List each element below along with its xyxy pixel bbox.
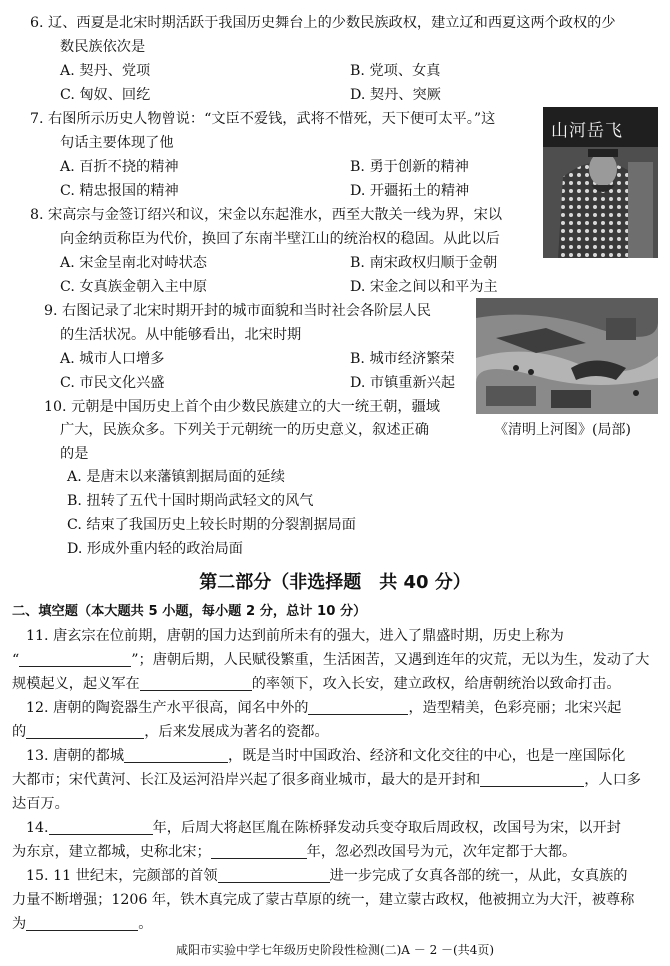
q10-stem-line1: 10. 元朝是中国历史上首个由少数民族建立的大一统王朝，疆域 <box>44 399 440 415</box>
q9-stem-line2: 的生活状况。从中能够看出，北宋时期 <box>60 327 302 343</box>
q9-option-a: A. 城市人口增多 <box>60 351 165 367</box>
q13-blank-2[interactable] <box>480 771 584 787</box>
q15-blank-2[interactable] <box>26 915 138 931</box>
q11-blank-2[interactable] <box>140 675 252 691</box>
q6-option-b: B. 党项、女真 <box>350 63 441 79</box>
q11-line2: “ ”；唐朝后期，人民赋役繁重，生活困苦，又遇到连年的灾荒，无以为生，发动了大 <box>12 652 650 668</box>
q14-blank-2[interactable] <box>211 843 307 859</box>
q10-stem-line2: 广大，民族众多。下列关于元朝统一的历史意义，叙述正确 <box>60 422 429 438</box>
q7-portrait-figure <box>543 107 658 258</box>
q7-stem-line1: 7. 右图所示历史人物曾说：“文臣不爱钱，武将不惜死，天下便可太平。”这 <box>30 111 496 127</box>
q11-line1: 11. 唐玄宗在位前期，唐朝的国力达到前所未有的强大，进入了鼎盛时期，历史上称为 <box>26 628 564 644</box>
q6-option-c: C. 匈奴、回纥 <box>60 87 151 103</box>
q9-painting-caption: 《清明上河图》(局部) <box>494 422 631 438</box>
q12-line1: 12. 唐朝的陶瓷器生产水平很高，闻名中外的 ，造型精美，色彩亮丽；北宋兴起 <box>26 700 622 716</box>
q10-option-d: D. 形成外重内轻的政治局面 <box>67 541 243 557</box>
q7-option-b: B. 勇于创新的精神 <box>350 159 469 175</box>
painting-illustration <box>476 298 658 414</box>
q13-line3: 达百万。 <box>12 796 69 812</box>
q13-line1: 13. 唐朝的都城 ，既是当时中国政治、经济和文化交往的中心，也是一座国际化 <box>26 748 626 764</box>
q12-line2: 的 ，后来发展成为著名的瓷都。 <box>12 724 329 740</box>
q9-stem-line1: 9. 右图记录了北宋时期开封的城市面貌和当时社会各阶层人民 <box>44 303 431 319</box>
q14-line2: 为东京，建立都城，史称北宋； 年，忽必烈改国号为元，次年定都于大都。 <box>12 844 577 860</box>
q15-blank-1[interactable] <box>218 867 330 883</box>
q11-blank-1[interactable] <box>19 651 131 667</box>
q10-option-c: C. 结束了我国历史上较长时期的分裂割据局面 <box>67 517 356 533</box>
q11-line3: 规模起义，起义军在 的率领下，攻入长安，建立政权，给唐朝统治以致命打击。 <box>12 676 621 692</box>
q9-option-d: D. 市镇重新兴起 <box>350 375 456 391</box>
q10-option-b: B. 扭转了五代十国时期尚武轻文的风气 <box>67 493 314 509</box>
q8-option-c: C. 女真族金朝入主中原 <box>60 279 208 295</box>
fill-section-heading: 二、填空题（本大题共 5 小题，每小题 2 分，总计 10 分） <box>12 604 367 619</box>
q6-option-d: D. 契丹、突厥 <box>350 87 441 103</box>
q12-blank-1[interactable] <box>308 699 408 715</box>
q8-option-b: B. 南宋政权归顺于金朝 <box>350 255 498 271</box>
q9-option-b: B. 城市经济繁荣 <box>350 351 455 367</box>
q6-stem-line1: 6. 辽、西夏是北宋时期活跃于我国历史舞台上的少数民族政权，建立辽和西夏这两个政权的少 <box>30 15 616 31</box>
q13-blank-1[interactable] <box>124 747 228 763</box>
q8-option-a: A. 宋金呈南北对峙状态 <box>60 255 207 271</box>
q10-stem-line3: 的是 <box>60 446 89 462</box>
q7-option-a: A. 百折不挠的精神 <box>60 159 179 175</box>
q15-line1: 15. 11 世纪末，完颜部的首领 进一步完成了女真各部的统一，从此，女真族的 <box>26 868 628 884</box>
q7-option-c: C. 精忠报国的精神 <box>60 183 179 199</box>
q6-stem-line2: 数民族依次是 <box>60 39 146 55</box>
figure-calligraphy-title: 山河岳飞 <box>551 121 623 141</box>
q7-stem-line2: 句话主要体现了他 <box>60 135 174 151</box>
q8-stem-line1: 8. 宋高宗与金签订绍兴和议，宋金以东起淮水，西至大散关一线为界，宋以 <box>30 207 503 223</box>
q8-stem-line2: 向金纳贡称臣为代价，换回了东南半壁江山的统治权的稳固。从此以后 <box>60 231 500 247</box>
q15-line3: 为 。 <box>12 916 153 932</box>
q8-option-d: D. 宋金之间以和平为主 <box>350 279 498 295</box>
q15-line2: 力量不断增强；1206 年，铁木真完成了蒙古草原的统一，建立蒙古政权，他被拥立为大汗，被尊称 <box>12 892 635 908</box>
q9-option-c: C. 市民文化兴盛 <box>60 375 165 391</box>
q10-option-a: A. 是唐末以来藩镇割据局面的延续 <box>67 469 285 485</box>
q14-blank-1[interactable] <box>49 819 153 835</box>
q13-line2: 大都市；宋代黄河、长江及运河沿岸兴起了很多商业城市，最大的是开封和 ，人口多 <box>12 772 641 788</box>
q9-painting-figure <box>476 298 658 414</box>
q6-option-a: A. 契丹、党项 <box>60 63 151 79</box>
q7-option-d: D. 开疆拓土的精神 <box>350 183 470 199</box>
part-two-title: 第二部分（非选择题 共 40 分） <box>199 572 471 593</box>
q14-line1: 14. 年，后周大将赵匡胤在陈桥驿发动兵变夺取后周政权，改国号为宋，以开封 <box>26 820 621 836</box>
page-footer: 咸阳市实验中学七年级历史阶段性检测(二)A － 2 －(共4页) <box>175 943 495 957</box>
q12-blank-2[interactable] <box>26 723 144 739</box>
